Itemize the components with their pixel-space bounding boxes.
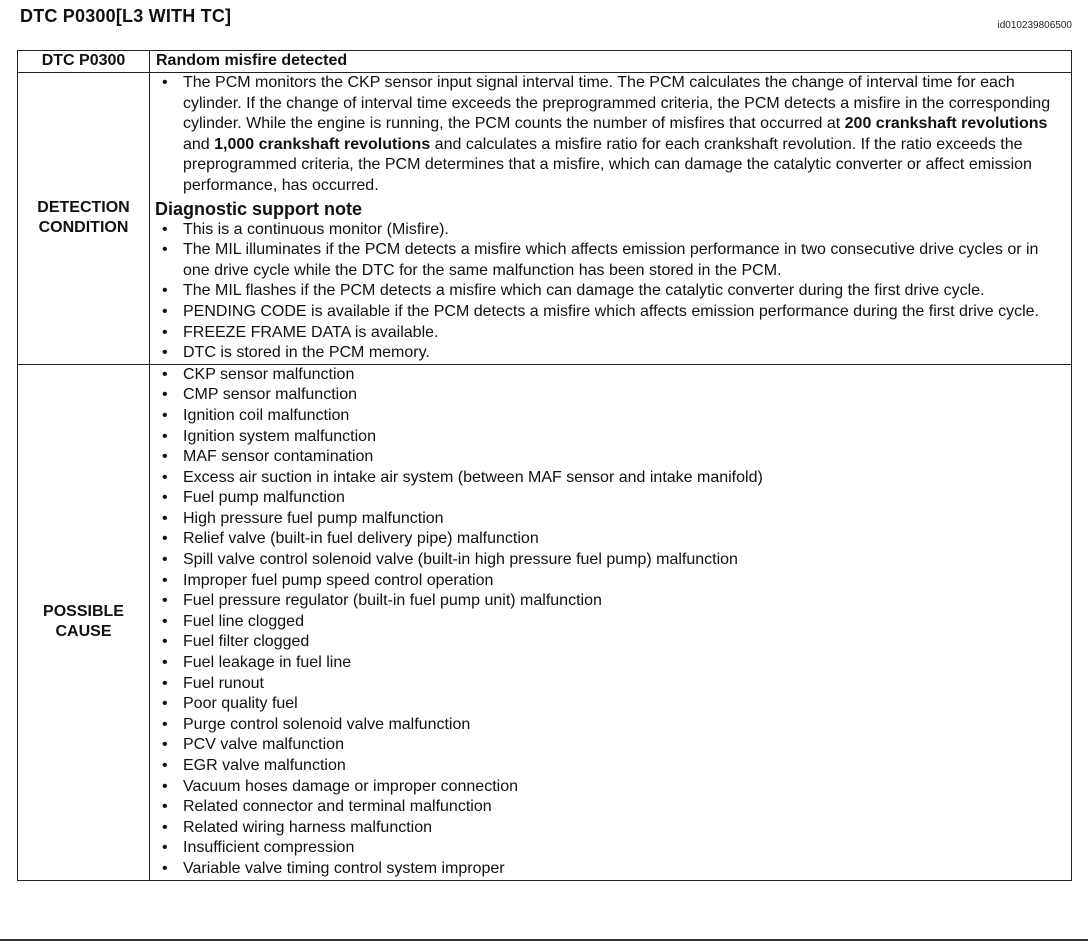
possible-cause-item: • Related connector and terminal malfunction (155, 797, 1067, 818)
detection-text-bold2: 1,000 crankshaft revolutions (214, 135, 431, 153)
detection-condition-label (18, 73, 150, 365)
possible-cause-item: • Fuel leakage in fuel line (155, 653, 1067, 674)
page-title: DTC P0300[L3 WITH TC] (20, 6, 232, 26)
possible-cause-content (150, 364, 1072, 880)
possible-cause-item: • Insufficient compression (155, 838, 1067, 859)
dtc-description-header: Random misfire detected (150, 51, 1072, 73)
diagnostic-support-heading: Diagnostic support note (155, 198, 362, 219)
support-note-item: • PENDING CODE is available if the PCM detects a misfire which affects emission performance during the first drive cycle. (155, 302, 1067, 323)
possible-cause-item: • Relief valve (built-in fuel delivery pipe) malfunction (155, 529, 1067, 550)
support-note-item: • FREEZE FRAME DATA is available. (155, 323, 1067, 344)
detection-text-part1: The PCM monitors the CKP sensor input signal interval time. The PCM calculates the change of interval time for each cylinder. If the change of interval time exceeds the preprogrammed criteria, the PCM detects a misfire in the corresponding cylinder. While the engine is running, the PCM counts the number of misfires that occurred at (183, 74, 1051, 133)
detection-main-bullet (155, 73, 1067, 197)
possible-cause-item: • CKP sensor malfunction (155, 365, 1067, 386)
dtc-table (17, 50, 1072, 881)
detection-text-part3: and calculates a misfire ratio for each crankshaft revolution. If the ratio exceeds the preprogrammed criteria, the PCM determines that a misfire, which can damage the catalytic converter or affect emission performance, has occurred. (183, 135, 1032, 194)
possible-cause-item: • Fuel line clogged (155, 612, 1067, 633)
possible-cause-list (155, 365, 1067, 880)
support-note-item: • DTC is stored in the PCM memory. (155, 343, 1067, 364)
possible-cause-item: • Purge control solenoid valve malfunction (155, 715, 1067, 736)
detection-label-line2: CONDITION (38, 219, 129, 237)
possible-cause-item: • EGR valve malfunction (155, 756, 1067, 777)
possible-cause-item: • High pressure fuel pump malfunction (155, 509, 1067, 530)
possible-cause-item: • Related wiring harness malfunction (155, 818, 1067, 839)
possible-cause-item: • PCV valve malfunction (155, 735, 1067, 756)
possible-cause-item: • MAF sensor contamination (155, 447, 1067, 468)
support-note-item: • This is a continuous monitor (Misfire). (155, 220, 1067, 241)
possible-cause-item: • Fuel pressure regulator (built-in fuel pump unit) malfunction (155, 591, 1067, 612)
possible-cause-item: • Fuel runout (155, 674, 1067, 695)
possible-cause-item: • Excess air suction in intake air system (between MAF sensor and intake manifold) (155, 468, 1067, 489)
possible-cause-item: • Improper fuel pump speed control operation (155, 571, 1067, 592)
possible-cause-label (18, 364, 150, 880)
possible-cause-item: • Poor quality fuel (155, 694, 1067, 715)
table-header-row (18, 51, 1072, 73)
detection-text-part2: and (183, 135, 215, 153)
diagnostic-support-list (155, 220, 1067, 364)
possible-cause-item: • Ignition coil malfunction (155, 406, 1067, 427)
bottom-divider (0, 939, 1088, 941)
possible-cause-item: • Variable valve timing control system improper (155, 859, 1067, 880)
detection-text-bold1: 200 crankshaft revolutions (844, 115, 1048, 133)
detection-label-line1: DETECTION (37, 198, 130, 216)
possible-cause-label-line2: CAUSE (55, 623, 112, 641)
dtc-code-header: DTC P0300 (18, 51, 150, 73)
possible-cause-item: • Fuel filter clogged (155, 632, 1067, 653)
possible-cause-row (18, 364, 1072, 880)
support-note-item: • The MIL illuminates if the PCM detects a misfire which affects emission performance in two consecutive drive cycles or in one drive cycle while the DTC for the same malfunction has been stored in the PCM. (155, 240, 1067, 281)
possible-cause-item: • Ignition system malfunction (155, 427, 1067, 448)
document-id: id010239806500 (997, 20, 1072, 31)
support-note-item: • The MIL flashes if the PCM detects a misfire which can damage the catalytic converter during the first drive cycle. (155, 281, 1067, 302)
detection-main-list (155, 73, 1067, 197)
possible-cause-item: • Fuel pump malfunction (155, 488, 1067, 509)
possible-cause-item: • Spill valve control solenoid valve (built-in high pressure fuel pump) malfunction (155, 550, 1067, 571)
possible-cause-item: • Vacuum hoses damage or improper connection (155, 777, 1067, 798)
possible-cause-label-line1: POSSIBLE (43, 602, 124, 620)
detection-condition-row (18, 73, 1072, 365)
possible-cause-item: • CMP sensor malfunction (155, 385, 1067, 406)
detection-condition-content (150, 73, 1072, 365)
